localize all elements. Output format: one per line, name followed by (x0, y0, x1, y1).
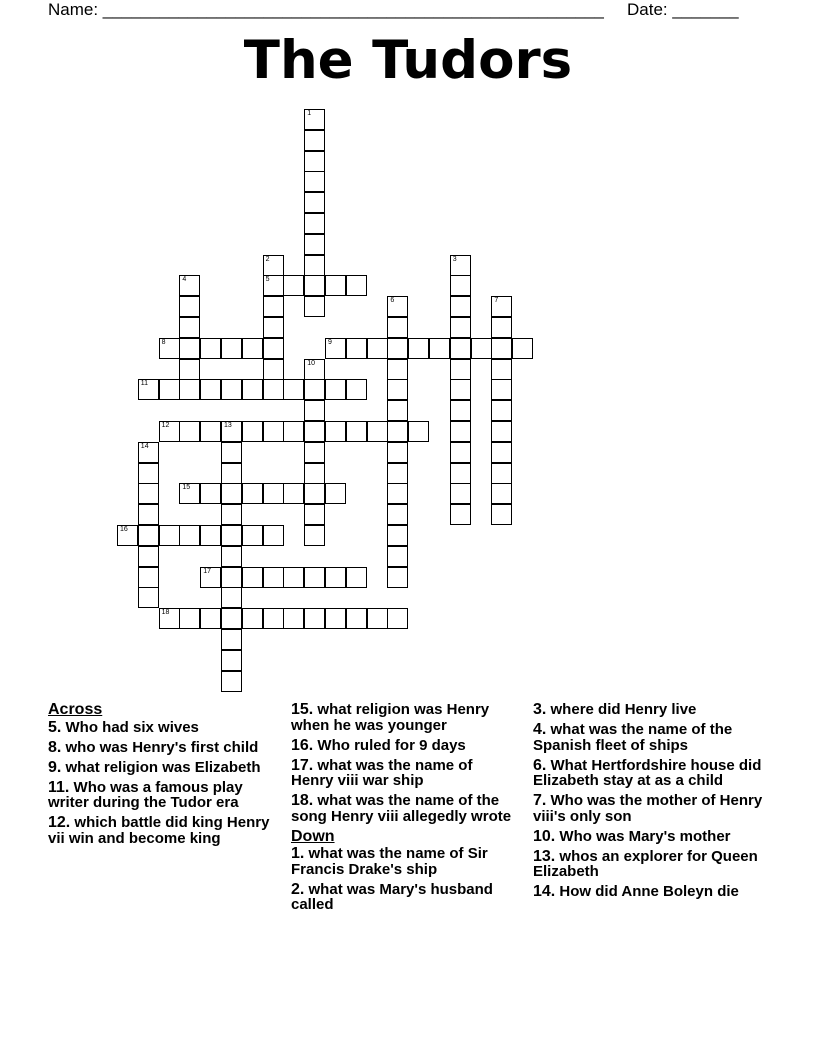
grid-cell[interactable] (200, 483, 221, 504)
grid-cell[interactable] (450, 296, 471, 317)
grid-cell[interactable] (346, 379, 367, 400)
grid-cell[interactable] (242, 483, 263, 504)
grid-cell[interactable] (221, 338, 242, 359)
clue-number: 13 (224, 422, 232, 429)
grid-cell[interactable] (304, 130, 325, 151)
grid-cell[interactable] (304, 109, 325, 130)
grid-cell[interactable] (304, 483, 325, 504)
grid-cell[interactable] (450, 379, 471, 400)
grid-cell[interactable] (221, 483, 242, 504)
date-field-label: Date: _______ (627, 0, 739, 19)
grid-cell[interactable] (179, 338, 200, 359)
grid-cell[interactable] (387, 567, 408, 588)
grid-cell[interactable] (304, 234, 325, 255)
clue-across-12: 12. which battle did king Henry vii win and become king (48, 814, 270, 847)
grid-cell[interactable] (491, 504, 512, 525)
grid-cell[interactable] (304, 400, 325, 421)
grid-cell[interactable] (283, 567, 304, 588)
grid-cell[interactable] (304, 151, 325, 172)
clue-number: 10 (307, 359, 315, 367)
grid-cell[interactable] (179, 421, 200, 442)
grid-cell[interactable] (304, 379, 325, 400)
down-heading: Down (291, 827, 335, 845)
clue-number: 16 (120, 526, 128, 533)
grid-cell[interactable] (387, 400, 408, 421)
grid-cell[interactable] (491, 296, 512, 317)
grid-cell[interactable] (138, 587, 159, 608)
grid-cell[interactable] (221, 650, 242, 671)
grid-cell[interactable] (179, 608, 200, 629)
grid-cell[interactable] (221, 629, 242, 650)
grid-cell[interactable] (450, 442, 471, 463)
grid-cell[interactable] (221, 587, 242, 608)
grid-cell[interactable] (221, 421, 242, 442)
grid-cell[interactable] (221, 608, 242, 629)
grid-cell[interactable] (138, 567, 159, 588)
grid-cell[interactable] (304, 504, 325, 525)
grid-cell[interactable] (325, 338, 346, 359)
clue-down-1: 1. what was the name of Sir Francis Drake's ship (291, 845, 488, 878)
grid-cell[interactable] (491, 317, 512, 338)
grid-cell[interactable] (387, 504, 408, 525)
grid-cell[interactable] (221, 671, 242, 692)
grid-cell[interactable] (387, 296, 408, 317)
grid-cell[interactable] (325, 567, 346, 588)
grid-cell[interactable] (263, 421, 284, 442)
grid-cell[interactable] (491, 483, 512, 504)
clue-number: 12 (161, 422, 170, 429)
grid-cell[interactable] (325, 483, 346, 504)
grid-cell[interactable] (242, 567, 263, 588)
grid-cell[interactable] (387, 359, 408, 380)
grid-cell[interactable] (304, 608, 325, 629)
grid-cell[interactable] (387, 525, 408, 546)
grid-cell[interactable] (429, 338, 450, 359)
grid-cell[interactable] (408, 421, 429, 442)
grid-cell[interactable] (491, 463, 512, 484)
clue-number: 9 (328, 338, 332, 346)
clue-down-13: 13. whos an explorer for Queen Elizabeth (533, 847, 758, 880)
grid-cell[interactable] (159, 379, 180, 400)
grid-cell[interactable] (138, 379, 159, 400)
grid-cell[interactable] (367, 608, 388, 629)
grid-cell[interactable] (491, 379, 512, 400)
across-heading: Across (48, 701, 103, 718)
grid-cell[interactable] (179, 483, 200, 504)
grid-cell[interactable] (263, 483, 284, 504)
grid-cell[interactable] (159, 338, 180, 359)
grid-cell[interactable] (159, 525, 180, 546)
clue-number: 11 (140, 380, 149, 388)
grid-cell[interactable] (491, 442, 512, 463)
grid-cell[interactable] (450, 463, 471, 484)
clue-number: 7 (494, 297, 499, 305)
grid-cell[interactable] (117, 525, 138, 546)
grid-cell[interactable] (283, 275, 304, 296)
clue-number: 14 (140, 442, 149, 450)
grid-cell[interactable] (367, 338, 388, 359)
grid-cell[interactable] (491, 400, 512, 421)
grid-cell[interactable] (304, 359, 325, 380)
grid-cell[interactable] (450, 275, 471, 296)
clues-column-2 (291, 702, 519, 917)
grid-cell[interactable] (387, 463, 408, 484)
clue-down-6: 6. What Hertfordshire house did Elizabeth stay at as a child (533, 756, 762, 789)
grid-cell[interactable] (263, 338, 284, 359)
clue-across-17: 17. what was the name of Henry viii war ship (291, 756, 473, 789)
grid-cell[interactable] (304, 213, 325, 234)
grid-cell[interactable] (283, 421, 304, 442)
clue-across-5: 5. Who had six wives (48, 718, 199, 736)
grid-cell[interactable] (179, 525, 200, 546)
grid-cell[interactable] (200, 525, 221, 546)
clue-number: 15 (182, 484, 191, 492)
clue-number: 5 (265, 276, 270, 284)
grid-cell[interactable] (283, 483, 304, 504)
grid-cell[interactable] (221, 504, 242, 525)
grid-cell[interactable] (179, 317, 200, 338)
clue-across-8: 8. who was Henry's first child (48, 738, 259, 756)
grid-cell[interactable] (325, 275, 346, 296)
grid-cell[interactable] (450, 338, 471, 359)
grid-cell[interactable] (450, 400, 471, 421)
grid-cell[interactable] (387, 608, 408, 629)
clue-number: 18 (161, 609, 170, 617)
grid-cell[interactable] (242, 338, 263, 359)
grid-cell[interactable] (325, 421, 346, 442)
clue-down-14: 14. How did Anne Boleyn die (533, 883, 739, 900)
grid-cell[interactable] (512, 338, 533, 359)
grid-cell[interactable] (304, 255, 325, 276)
clue-down-7: 7. Who was the mother of Henry viii's only son (533, 792, 763, 825)
grid-cell[interactable] (387, 546, 408, 567)
grid-cell[interactable] (263, 255, 284, 276)
grid-cell[interactable] (304, 192, 325, 213)
grid-cell[interactable] (242, 421, 263, 442)
clue-across-9: 9. what religion was Elizabeth (48, 758, 261, 776)
grid-cell[interactable] (304, 275, 325, 296)
grid-cell[interactable] (200, 567, 221, 588)
grid-cell[interactable] (387, 379, 408, 400)
grid-cell[interactable] (179, 379, 200, 400)
grid-cell[interactable] (450, 483, 471, 504)
grid-cell[interactable] (221, 379, 242, 400)
grid-cell[interactable] (179, 359, 200, 380)
grid-cell[interactable] (491, 359, 512, 380)
grid-cell[interactable] (450, 359, 471, 380)
grid-cell[interactable] (387, 317, 408, 338)
grid-cell[interactable] (304, 171, 325, 192)
clue-down-4: 4. what was the name of the Spanish fleet of ships (533, 721, 733, 754)
grid-cell[interactable] (387, 483, 408, 504)
grid-cell[interactable] (304, 463, 325, 484)
grid-cell[interactable] (491, 338, 512, 359)
grid-cell[interactable] (304, 296, 325, 317)
clue-down-3: 3. where did Henry live (533, 701, 697, 718)
grid-cell[interactable] (221, 442, 242, 463)
grid-cell[interactable] (263, 379, 284, 400)
clues-column-3 (533, 702, 763, 904)
grid-cell[interactable] (325, 379, 346, 400)
grid-cell[interactable] (242, 379, 263, 400)
grid-cell[interactable] (263, 567, 284, 588)
clue-number: 3 (452, 255, 457, 263)
grid-cell[interactable] (471, 338, 492, 359)
grid-cell[interactable] (304, 525, 325, 546)
puzzle-title: The Tudors (243, 30, 573, 91)
clue-number: 8 (161, 338, 166, 346)
grid-cell[interactable] (450, 317, 471, 338)
grid-cell[interactable] (346, 567, 367, 588)
grid-cell[interactable] (159, 421, 180, 442)
grid-cell[interactable] (491, 421, 512, 442)
grid-cell[interactable] (283, 379, 304, 400)
clue-number: 17 (203, 567, 211, 575)
grid-cell[interactable] (408, 338, 429, 359)
grid-cell[interactable] (200, 379, 221, 400)
grid-cell[interactable] (263, 296, 284, 317)
grid-cell[interactable] (304, 567, 325, 588)
clue-across-15: 15. what religion was Henry when he was younger (291, 701, 490, 734)
grid-cell[interactable] (159, 608, 180, 629)
grid-cell[interactable] (346, 421, 367, 442)
grid-cell[interactable] (304, 421, 325, 442)
grid-cell[interactable] (387, 338, 408, 359)
grid-cell[interactable] (138, 463, 159, 484)
grid-cell[interactable] (242, 525, 263, 546)
grid-cell[interactable] (346, 275, 367, 296)
grid-cell[interactable] (263, 275, 284, 296)
grid-cell[interactable] (346, 608, 367, 629)
grid-cell[interactable] (283, 608, 304, 629)
clue-across-11: 11. Who was a famous play writer during the Tudor era (48, 778, 243, 811)
grid-cell[interactable] (450, 504, 471, 525)
grid-cell[interactable] (200, 421, 221, 442)
grid-cell[interactable] (221, 567, 242, 588)
grid-cell[interactable] (263, 317, 284, 338)
clue-down-2: 2. what was Mary's husband called (291, 880, 493, 913)
grid-cell[interactable] (367, 421, 388, 442)
grid-cell[interactable] (387, 442, 408, 463)
grid-cell[interactable] (138, 546, 159, 567)
grid-cell[interactable] (387, 421, 408, 442)
grid-cell[interactable] (138, 504, 159, 525)
grid-cell[interactable] (138, 525, 159, 546)
grid-cell[interactable] (179, 296, 200, 317)
grid-cell[interactable] (221, 463, 242, 484)
clues-column-1 (48, 702, 278, 851)
grid-cell[interactable] (138, 442, 159, 463)
grid-cell[interactable] (263, 359, 284, 380)
grid-cell[interactable] (221, 546, 242, 567)
clue-number: 6 (390, 297, 395, 305)
grid-cell[interactable] (200, 338, 221, 359)
grid-cell[interactable] (138, 483, 159, 504)
grid-cell[interactable] (450, 421, 471, 442)
grid-cell[interactable] (263, 608, 284, 629)
clue-across-16: 16. Who ruled for 9 days (291, 736, 466, 754)
grid-cell[interactable] (325, 608, 346, 629)
clue-down-10: 10. Who was Mary's mother (533, 827, 731, 845)
clue-number: 4 (182, 276, 187, 284)
clue-number: 1 (307, 110, 312, 117)
grid-cell[interactable] (346, 338, 367, 359)
grid-cell[interactable] (221, 525, 242, 546)
grid-cell[interactable] (179, 275, 200, 296)
grid-cell[interactable] (263, 525, 284, 546)
grid-cell[interactable] (242, 608, 263, 629)
clue-number: 2 (265, 255, 270, 263)
clue-across-18: 18. what was the name of the song Henry viii allegedly wrote (291, 792, 512, 825)
grid-cell[interactable] (200, 608, 221, 629)
grid-cell[interactable] (450, 255, 471, 276)
grid-cell[interactable] (304, 442, 325, 463)
name-field-label: Name: _____________________________________________________ (48, 0, 604, 19)
